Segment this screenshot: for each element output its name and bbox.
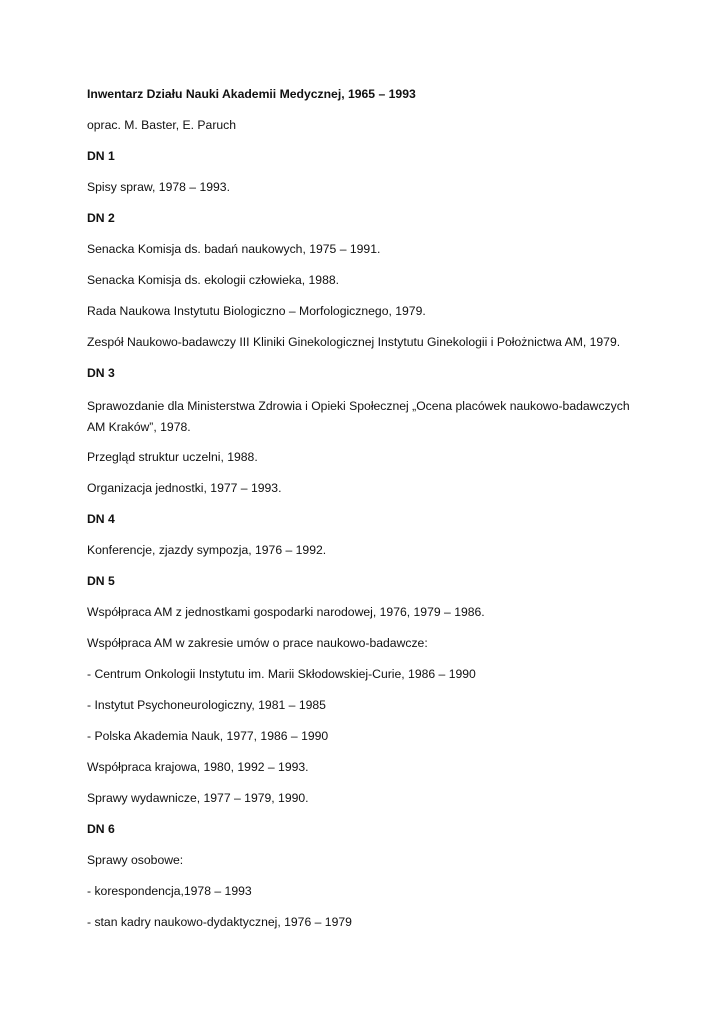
list-item: Senacka Komisja ds. badań naukowych, 1975 – 1991. bbox=[87, 242, 381, 256]
list-item: Sprawy wydawnicze, 1977 – 1979, 1990. bbox=[87, 791, 309, 805]
section-heading-dn2: DN 2 bbox=[87, 211, 115, 225]
list-item: - stan kadry naukowo-dydaktycznej, 1976 – 1979 bbox=[87, 915, 352, 929]
list-item: Sprawozdanie dla Ministerstwa Zdrowia i Opieki Społecznej „Ocena placówek naukowo-badawczych AM Kraków”, 1978. bbox=[87, 399, 630, 434]
section-heading-dn3: DN 3 bbox=[87, 366, 115, 380]
document-page bbox=[87, 86, 647, 945]
list-item: Współpraca krajowa, 1980, 1992 – 1993. bbox=[87, 760, 309, 774]
list-item: - Instytut Psychoneurologiczny, 1981 – 1985 bbox=[87, 698, 326, 712]
list-item: Senacka Komisja ds. ekologii człowieka, 1988. bbox=[87, 273, 340, 287]
section-heading-dn6: DN 6 bbox=[87, 822, 115, 836]
list-item: Organizacja jednostki, 1977 – 1993. bbox=[87, 481, 282, 495]
section-heading-dn4: DN 4 bbox=[87, 512, 115, 526]
list-item: Współpraca AM z jednostkami gospodarki narodowej, 1976, 1979 – 1986. bbox=[87, 605, 485, 619]
list-item: - korespondencja,1978 – 1993 bbox=[87, 884, 252, 898]
list-item: Spisy spraw, 1978 – 1993. bbox=[87, 180, 230, 194]
list-item: Zespół Naukowo-badawczy III Kliniki Ginekologicznej Instytutu Ginekologii i Położnictwa AM, 1979. bbox=[87, 335, 621, 349]
section-heading-dn5: DN 5 bbox=[87, 574, 115, 588]
list-item: Sprawy osobowe: bbox=[87, 853, 184, 867]
list-item: Konferencje, zjazdy sympozja, 1976 – 1992. bbox=[87, 543, 327, 557]
list-item: - Centrum Onkologii Instytutu im. Marii Skłodowskiej-Curie, 1986 – 1990 bbox=[87, 667, 476, 681]
list-item: Rada Naukowa Instytutu Biologiczno – Morfologicznego, 1979. bbox=[87, 304, 426, 318]
document-title: Inwentarz Działu Nauki Akademii Medycznej, 1965 – 1993 bbox=[87, 87, 416, 101]
list-item: Współpraca AM w zakresie umów o prace naukowo-badawcze: bbox=[87, 636, 428, 650]
document-authors: oprac. M. Baster, E. Paruch bbox=[87, 118, 237, 132]
section-heading-dn1: DN 1 bbox=[87, 149, 115, 163]
list-item: - Polska Akademia Nauk, 1977, 1986 – 1990 bbox=[87, 729, 329, 743]
list-item: Przegląd struktur uczelni, 1988. bbox=[87, 450, 258, 464]
